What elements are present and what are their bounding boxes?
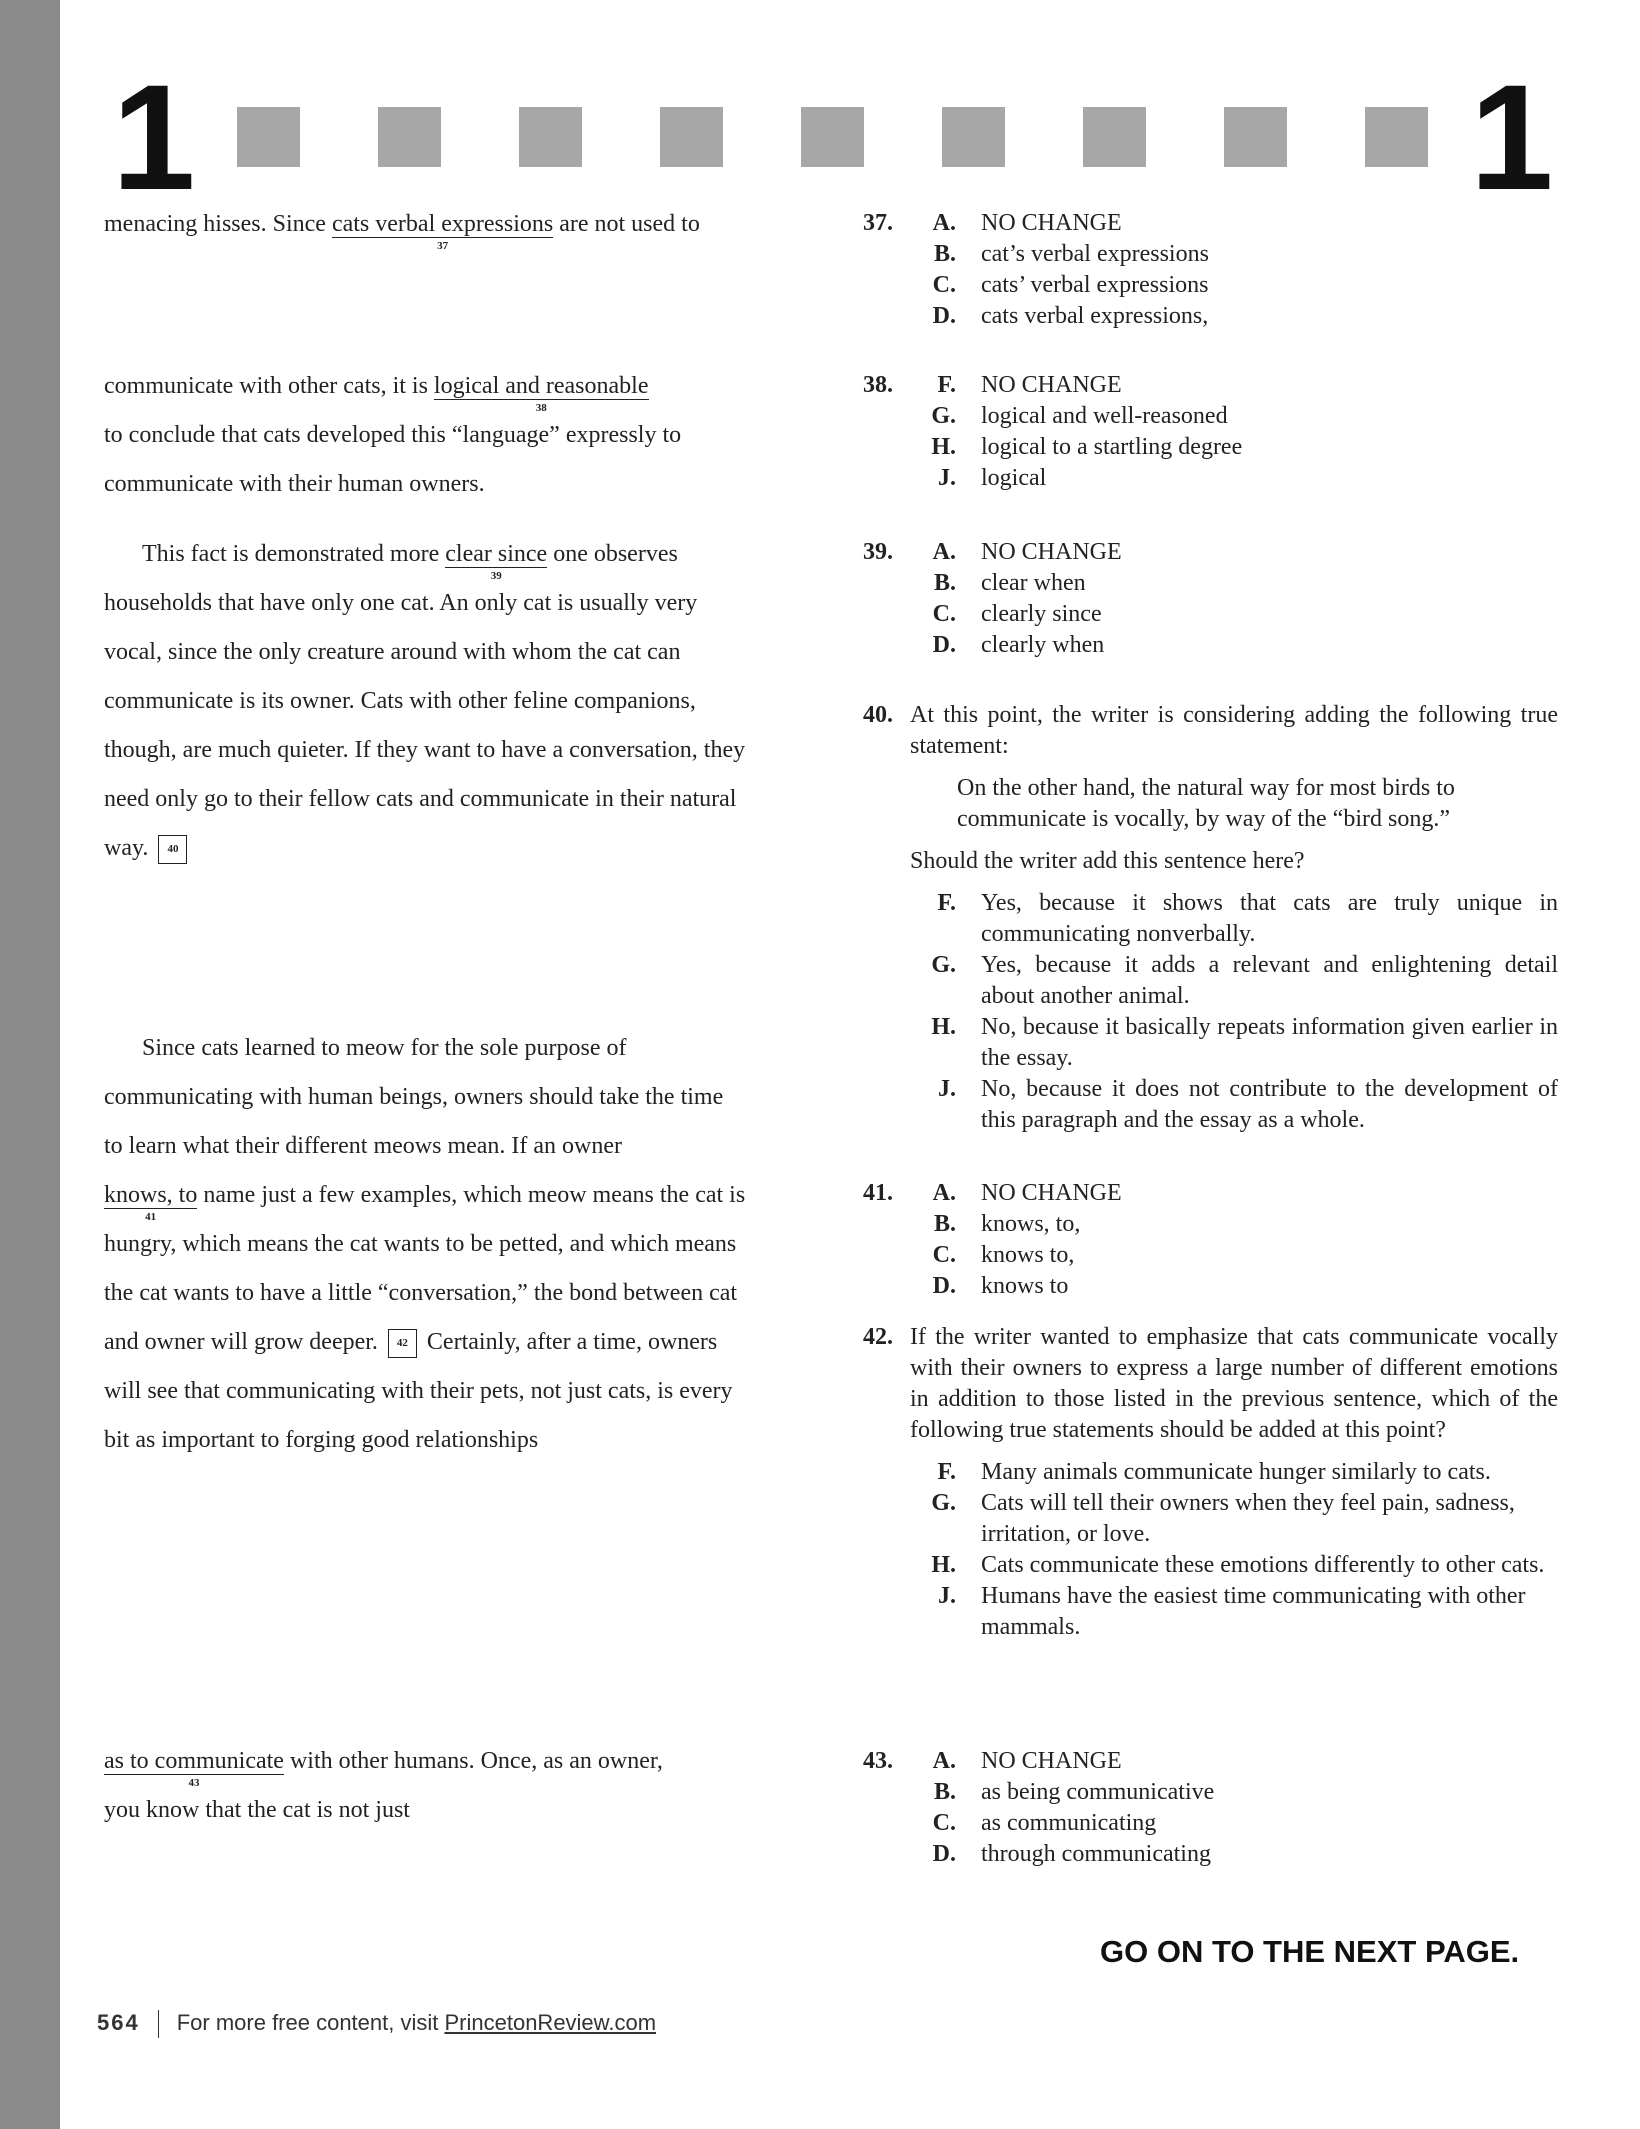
header-square xyxy=(1365,107,1428,167)
answer-choice[interactable]: 41. A. NO CHANGE xyxy=(863,1180,1122,1206)
question-43 xyxy=(858,1746,1558,1870)
question-40 xyxy=(858,700,1558,1136)
left-margin-bar xyxy=(0,0,60,2129)
header-square xyxy=(237,107,300,167)
answer-choice[interactable]: 37. A. NO CHANGE xyxy=(863,210,1122,236)
passage-line: you know that the cat is not just xyxy=(104,1797,410,1823)
header-square xyxy=(378,107,441,167)
go-on-notice: GO ON TO THE NEXT PAGE. xyxy=(1100,1934,1520,1969)
question-38 xyxy=(858,370,1558,494)
proposed-sentence: On the other hand, the natural way for most birds to communicate is vocally, by way of the “bird song.” xyxy=(957,775,1455,832)
answer-choice[interactable]: J. Humans have the easiest time communicating with other mammals. xyxy=(938,1583,1526,1640)
answer-choice[interactable]: D. through communicating xyxy=(932,1841,1211,1867)
answer-choice[interactable]: J. logical xyxy=(938,465,1047,491)
passage-line: hungry, which means the cat wants to be petted, and which means xyxy=(104,1231,737,1257)
answer-choice[interactable]: F. Yes, because it shows that cats are truly unique in communicating nonverbally. xyxy=(937,890,1558,947)
underlined-portion-37: cats verbal expressions 37 xyxy=(331,211,554,252)
passage-line: communicate with other cats, it is logical and reasonable 38 xyxy=(104,373,649,414)
answer-choice[interactable]: 43. A. NO CHANGE xyxy=(863,1748,1122,1774)
header-square xyxy=(801,107,864,167)
section-number-left: 1 xyxy=(112,53,196,221)
footer-divider xyxy=(158,2010,159,2038)
header-square xyxy=(942,107,1005,167)
footer-text: For more free content, visit xyxy=(176,2010,445,2035)
question-box-42: 42 xyxy=(388,1329,417,1358)
passage-line: households that have only one cat. An only cat is usually very xyxy=(104,590,698,616)
answer-choice[interactable]: C. knows to, xyxy=(932,1242,1075,1268)
passage-line: need only go to their fellow cats and communicate in their natural xyxy=(104,786,737,812)
answer-choice[interactable]: C. cats’ verbal expressions xyxy=(932,272,1209,298)
question-41 xyxy=(858,1178,1558,1302)
answer-choice[interactable]: H. Cats communicate these emotions differently to other cats. xyxy=(931,1552,1545,1578)
passage-line: knows, to 41 name just a few examples, which meow means the cat is xyxy=(104,1182,746,1223)
answer-choice[interactable]: 38. F. NO CHANGE xyxy=(863,372,1122,398)
page-number: 564 xyxy=(97,2010,140,2035)
passage-line: will see that communicating with their pets, not just cats, is every xyxy=(104,1378,733,1404)
answer-choice[interactable]: 39. A. NO CHANGE xyxy=(863,539,1122,565)
answer-choice[interactable]: B. as being communicative xyxy=(933,1779,1215,1805)
question-37 xyxy=(858,208,1558,332)
answer-choice[interactable]: G. Cats will tell their owners when they feel pain, sadness, irritation, or love. xyxy=(931,1490,1515,1547)
princeton-review-link[interactable]: PrincetonReview.com xyxy=(444,2010,657,2035)
underlined-portion-43: as to communicate 43 xyxy=(104,1748,284,1789)
passage-line: though, are much quieter. If they want to have a conversation, they xyxy=(104,737,746,763)
passage-line: communicate is its owner. Cats with other feline companions, xyxy=(104,688,696,714)
passage-line: and owner will grow deeper. 42 Certainly, after a time, owners xyxy=(104,1329,717,1358)
question-ref-43: 43 xyxy=(188,1777,200,1789)
header-square xyxy=(660,107,723,167)
underlined-portion-41: knows, to 41 xyxy=(104,1182,198,1223)
underlined-portion-38: logical and reasonable 38 xyxy=(433,373,649,414)
answer-choice[interactable]: F. Many animals communicate hunger similarly to cats. xyxy=(937,1459,1491,1485)
question-ref-41: 41 xyxy=(145,1211,157,1223)
answer-choice[interactable]: G. Yes, because it adds a relevant and enlightening detail about another animal. xyxy=(931,952,1558,1009)
page-footer xyxy=(97,2010,656,2038)
passage-line: the cat wants to have a little “conversation,” the bond between cat xyxy=(104,1280,738,1306)
header-square xyxy=(1224,107,1287,167)
section-number-right: 1 xyxy=(1470,53,1554,221)
answer-choice[interactable]: B. cat’s verbal expressions xyxy=(933,241,1209,267)
question-39 xyxy=(858,537,1558,661)
question-number: 42. xyxy=(863,1324,893,1350)
answer-choice[interactable]: G. logical and well-reasoned xyxy=(931,403,1228,429)
passage-line: communicating with human beings, owners should take the time xyxy=(104,1084,724,1110)
passage-line: way. 40 xyxy=(104,835,191,864)
underlined-portion-39: clear since 39 xyxy=(445,541,548,582)
answer-choice[interactable]: D. clearly when xyxy=(932,632,1105,658)
passage-line: bit as important to forging good relationships xyxy=(104,1427,539,1453)
passage-line: vocal, since the only creature around with whom the cat can xyxy=(104,639,681,665)
header-square xyxy=(519,107,582,167)
question-stem: At this point, the writer is considering adding the following true statement: xyxy=(910,702,1558,759)
answer-choice[interactable]: D. cats verbal expressions, xyxy=(932,303,1209,329)
answer-choice[interactable]: J. No, because it does not contribute to the development of this paragraph and the essay as a whole. xyxy=(938,1076,1558,1133)
answer-choice[interactable]: B. clear when xyxy=(933,570,1086,596)
answer-choice[interactable]: H. No, because it basically repeats information given earlier in the essay. xyxy=(931,1014,1558,1071)
passage-line: as to communicate 43 with other humans. Once, as an owner, xyxy=(104,1748,663,1789)
question-prompt: Should the writer add this sentence here? xyxy=(910,848,1305,874)
passage-line: Since cats learned to meow for the sole purpose of xyxy=(142,1035,627,1061)
answer-choice[interactable]: B. knows, to, xyxy=(933,1211,1081,1237)
question-ref-39: 39 xyxy=(490,570,502,582)
passage-line: to conclude that cats developed this “language” expressly to xyxy=(104,422,682,448)
header-square xyxy=(1083,107,1146,167)
passage-line: menacing hisses. Since cats verbal expressions 37 are not used to xyxy=(104,211,700,252)
answer-choice[interactable]: C. as communicating xyxy=(932,1810,1157,1836)
question-ref-38: 38 xyxy=(535,402,547,414)
question-42 xyxy=(858,1322,1558,1643)
question-ref-37: 37 xyxy=(437,240,449,252)
answer-choice[interactable]: C. clearly since xyxy=(932,601,1102,627)
passage-line: This fact is demonstrated more clear since 39 one observes xyxy=(142,541,678,582)
answer-choice[interactable]: D. knows to xyxy=(932,1273,1069,1299)
question-number: 40. xyxy=(863,702,893,728)
passage-line: communicate with their human owners. xyxy=(104,471,485,497)
answer-choice[interactable]: H. logical to a startling degree xyxy=(931,434,1243,460)
passage-line: to learn what their different meows mean. If an owner xyxy=(104,1133,623,1159)
question-stem: If the writer wanted to emphasize that cats communicate vocally with their owners to express a large number of different emotions in addition to those listed in the previous sentence, which of the following true statements should be added at this point? xyxy=(910,1324,1558,1443)
question-box-40: 40 xyxy=(158,835,187,864)
